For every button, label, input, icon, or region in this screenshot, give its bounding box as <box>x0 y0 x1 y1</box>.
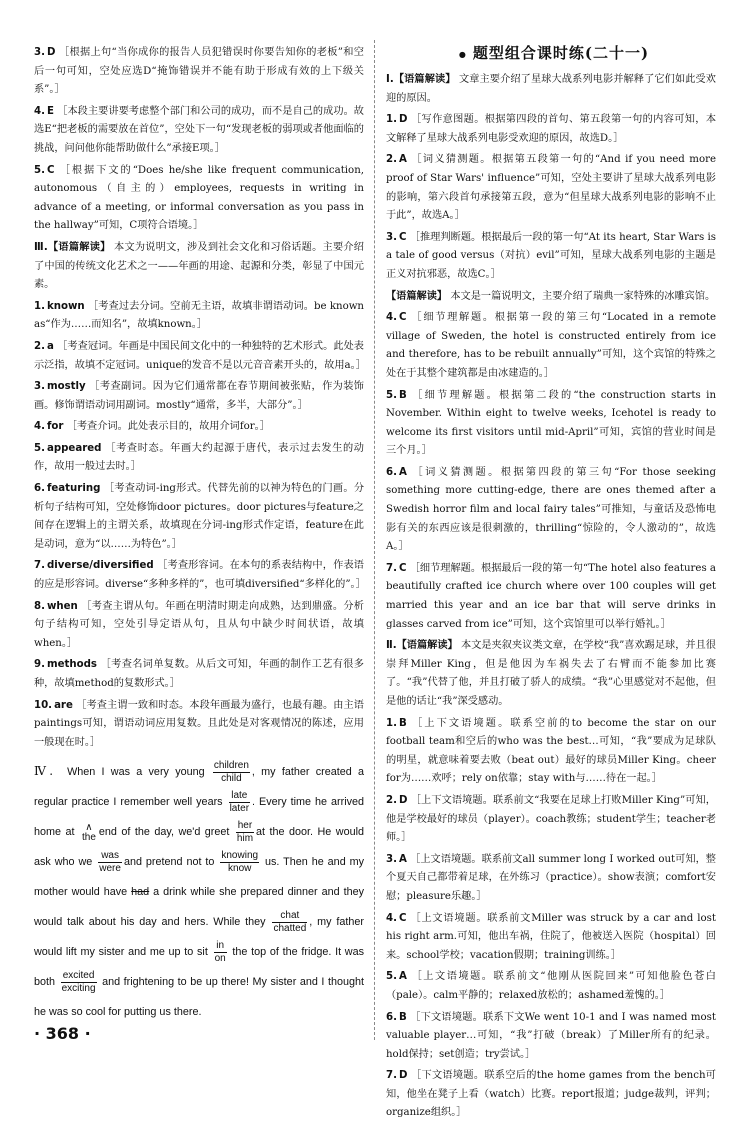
deletion-mark: had <box>131 886 150 899</box>
answer-item: 5. appeared ［考查时态。年画大约起源于唐代，表示过去发生的动作，故用一般过去时。］ <box>34 442 364 473</box>
answer-item: 5. A ［上文语境题。联系前文“他刚从医院回来”可知他脸色苍白（pale）。calm平静的；relaxed放松的；ashamed羞愧的。］ <box>386 971 716 1001</box>
title-dot-icon: ● <box>458 49 467 59</box>
answer-item: 3. mostly ［考查副词。因为它们通常都在春节期间被张贴，作为装饰画。修饰谓语动词用副词。mostly“通常，多半，大部分”。］ <box>34 381 364 411</box>
correction-mark: $\frac{\text{late}}{\text{later}}$ <box>229 790 250 815</box>
answer-item: 6. A ［词义猜测题。根据第四段的第三句“For those seeking something more cutting-edge, there are ones themed after a Swedish horror film and local fairy tales”可推知，与童话及恐怖电影有关的东西应该是很刺激的，thrilling“惊险的，令人激动的”，故选A。］ <box>386 466 716 553</box>
page-title: ● 题型组合课时练(二十一) <box>458 44 650 62</box>
answer-item: 4. for ［考查介词。此处表示目的，故用介词for。］ <box>34 421 270 433</box>
answer-item: 7. C ［细节理解题。根据最后一段的第一句“The hotel also features a beautifully crafted ice church where over 100 couples will get married this year and an ice bar that will serve drinks in glasses carved from ice”可知，这个宾馆里可以举行婚礼。］ <box>386 562 716 630</box>
answer-item: 2. a ［考查冠词。年画是中国民间文化中的一种独特的艺术形式。此处表示泛指，故填不定冠词。unique的发音不是以元音音素开头的，故用a。］ <box>34 340 366 371</box>
answer-item: 6. featuring ［考查动词-ing形式。代替先前的以神为特色的门画。分析句子结构可知，空处修饰door pictures。door pictures与feature之间存在逻辑上的主谓关系，故填现在分词-ing形式作定语，feature在此是动词，意为“以……为特色”。］ <box>34 483 365 550</box>
correction-passage: Ⅳ. When I was a very young $\frac{\text{children}}{\text{child}}$ , my father created a regular practice I remember well years $\frac{\text{late}}{\text{later}}$ . Every time he arrived home at ∧ the end of the day, we'd greet $\frac{\text{her}}{\text{him}}$ at the door. He would ask who we $\frac{\text{was}}{\text{were}}$ and pretend not to $\frac{\text{knowing}}{\text{know}}$ us. Then he and my mother would have had a drink while she prepared dinner and they would talk about his day and hers. While they $\frac{\text{chat}}{\text{chatted}}$ , my father would lift my sister and me up to sit $\frac{in}{on}$ the top of the fridge. It was both $\frac{\text{excited}}{\text{exciting}}$ and frightening to be up there! My sister and I thought he was so cool for putting us there. <box>34 760 365 1019</box>
answer-item: 3. A ［上文语境题。联系前文all summer long I worked out可知，整个夏天自己都带着足球，在外练习（practice）。show表演；comfort安慰；pleasure乐趣。］ <box>386 853 716 902</box>
correction-mark: $\frac{\text{her}}{\text{him}}$ <box>236 820 254 845</box>
answer-item: 4. C ［细节理解题。根据第一段的第三句“Located in a remote village of Sweden, the hotel is constructed entirely from ice and therefore, has to be rebuilt annually”可知，这个宾馆的特殊之处在于其整个建筑都是由冰建造的。］ <box>386 312 717 379</box>
answer-item: 7. diverse/diversified ［考查形容词。在本句的系表结构中，作表语的应是形容词。diverse“多种多样的”，也可填diversified“多样化的”。］ <box>34 560 366 591</box>
answer-item: 1. D ［写作意图题。根据第四段的首句、第五段第一句的内容可知，本文解释了星球大战系列电影受欢迎的原因，故选D。］ <box>386 114 717 144</box>
page-number: · 368 · <box>34 1024 91 1043</box>
correction-mark: $\frac{\text{was}}{\text{were}}$ <box>99 850 121 875</box>
answer-item: 4. E ［本段主要讲要考虑整个部门和公司的成功，而不是自己的成功。故选E“把老板的需要放在首位”，空处下一句“发现老板的弱项或者他面临的挑战，问问他你能帮助做什么”承接E项。］ <box>34 105 364 154</box>
answer-item: 2. D ［上下文语境题。联系前文“我要在足球上打败Miller King”可知，他是学校最好的球员（player）。coach教练；student学生；teacher老师。］ <box>386 794 716 844</box>
answer-item: 3. D ［根据上句“当你成你的报告人员犯错误时你要告知你的老板”和空后一句可知，空处应选D“掩饰错误并不能有助于形成有效的上下级关系”。］ <box>34 47 364 96</box>
section-header: Ⅲ.【语篇解读】 本文为说明文，涉及到社会文化和习俗话题。主要介绍了中国的传统文化艺术之一——年画的用途、起源和分类，彰显了中国元素。 <box>34 241 364 291</box>
answer-item: 2. A ［词义猜测题。根据第五段第一句的“And if you need more proof of Star Wars' influence”可知，空处主要讲了星球大战系列电影的影响，第六段首句承接第五段，意为“但星球大战系列电影的影响不止于此”，故选A。］ <box>386 154 716 222</box>
answer-item: 5. C ［根据下文的“Does he/she like frequent communication, autonomous（自主的）employees, requests in writing in advance of a meeting, or informal conversation as you pass in the hallway”可知，C项符合语境。］ <box>34 164 364 232</box>
insertion-mark: ∧ the <box>81 821 96 843</box>
column-divider <box>374 40 375 1040</box>
right-column <box>386 44 716 1123</box>
correction-mark: $\frac{\text{knowing}}{\text{know}}$ <box>221 850 259 875</box>
correction-mark: $\frac{\text{chat}}{\text{chatted}}$ <box>273 910 307 935</box>
left-column <box>34 44 364 1027</box>
section-header: Ⅰ.【语篇解读】 文章主要介绍了星球大战系列电影并解释了它们如此受欢迎的原因。 <box>386 74 716 104</box>
section-header: 【语篇解读】 本文是一篇说明文，主要介绍了瑞典一家特殊的冰雕宾馆。 <box>386 290 716 302</box>
answer-item: 8. when ［考查主谓从句。年画在明清时期走向成熟，达到鼎盛。分析句子结构可知，空处引导定语从句，且从句中缺少时间状语，故填when。］ <box>34 600 364 649</box>
answer-item: 4. C ［上文语境题。联系前文Miller was struck by a car and lost his right arm.可知，他出车祸，住院了，他被送入医院（hospital）回来。school学校；vacation假期；training训练。］ <box>386 912 716 961</box>
section-header: Ⅱ.【语篇解读】 本文是夹叙夹议类文章，在学校“我”喜欢踢足球，并且很崇拜Miller King，但是他因为车祸失去了右臂而不能参加比赛了。“我”代替了他，并且打破了骄人的成绩。“我”心里感觉对不起他，但是他的话让“我”深受感动。 <box>386 640 716 707</box>
answer-item: 5. B ［细节理解题。根据第二段的“the construction starts in November. Within eight to twelve weeks, Icehotel is ready to welcome its first visitors until mid-April”可知，宾馆的营业时间是三个月。］ <box>386 389 716 457</box>
correction-mark: $\frac{in}{on}$ <box>214 940 226 965</box>
answer-item: 10. are ［考查主谓一致和时态。本段年画最为盛行，也最有趣。由主语paintings可知，谓语动词应用复数。且此处是对客观情况的陈述，应用一般现在时。］ <box>34 699 364 748</box>
answer-item: 3. C ［推理判断题。根据最后一段的第一句“At its heart, Star Wars is a tale of good versus（对抗）evil”可知，星球大战系列电影的主题是正义对抗邪恶，故选C。］ <box>386 231 716 280</box>
answer-item: 6. B ［下文语境题。联系下文We went 10-1 and I was named most valuable player…可知，“我”打破（break）了Miller所有的纪录。hold保持；set创造；try尝试。］ <box>386 1011 716 1060</box>
correction-mark: $\frac{\text{excited}}{\text{exciting}}$ <box>61 970 96 995</box>
answer-item: 1. known ［考查过去分词。空前无主语，故填非谓语动词。be known as“作为……而知名”，故填known。］ <box>34 300 364 331</box>
correction-mark: $\frac{\text{children}}{\text{child}}$ <box>213 760 249 785</box>
answer-item: 9. methods ［考查名词单复数。从后文可知，年画的制作工艺有很多种，故填method的复数形式。］ <box>34 659 364 689</box>
answer-item: 1. B ［上下文语境题。联系空前的to become the star on our football team和空后的who was the best…可知，“我”要成为足球队的明星，就意味着要去败（beat out）最好的球员Miller King。cheer for为……欢呼；rely on依靠；stay with与……待在一起。］ <box>386 717 716 785</box>
answer-item: 7. D ［下文语境题。联系空后的the home games from the bench可知，他坐在凳子上看（watch）比赛。report报道；judge裁判，评判；organize组织。］ <box>386 1070 716 1119</box>
